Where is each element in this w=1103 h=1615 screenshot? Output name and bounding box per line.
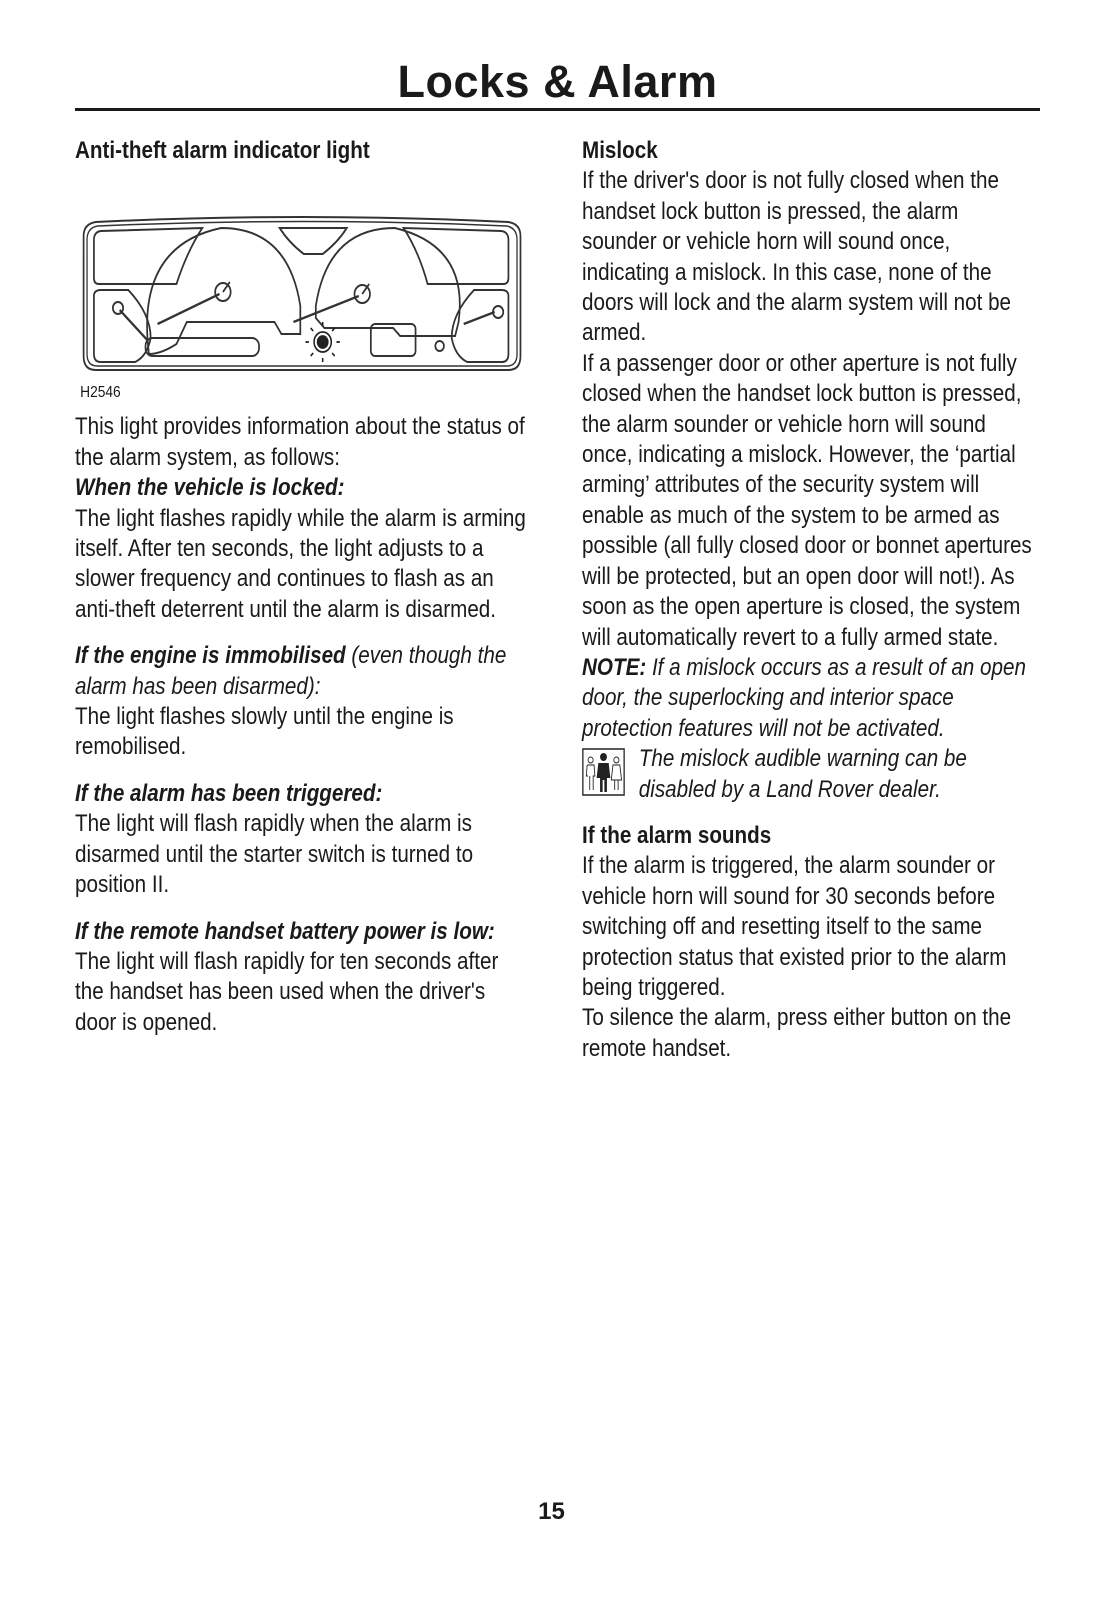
locked-body: The light flashes rapidly while the alarm is arming itself. After ten seconds, the light adjusts to a slower frequency and continues to flash as an anti-theft deterrent until the alarm is disarmed.	[75, 504, 526, 623]
dealer-note-text: The mislock audible warning can be disabled by a Land Rover dealer.	[638, 745, 967, 803]
immobilised-subhead-rest: (even though the alarm has been disarmed):	[75, 642, 507, 700]
figure-label: H2546	[80, 384, 121, 402]
mislock-para-1: If the driver's door is not fully closed when the handset lock button is pressed, the alarm sounder or vehicle horn will sound once, indicating a mislock. In this case, none of the doors will lock and the alarm system will not be armed.	[582, 167, 1012, 347]
immobilised-subhead: If the engine is immobilised	[75, 642, 346, 670]
warning-panel-left	[94, 228, 202, 284]
intro-text: This light provides information about the status of the alarm system, as follows:	[75, 413, 525, 471]
immobilised-body: The light flashes slowly until the engine is remobilised.	[75, 703, 454, 761]
alarm-sounds-para-2: To silence the alarm, press either button on the remote handset.	[582, 1004, 1012, 1062]
small-gauge-left	[94, 290, 151, 362]
alarm-sounds-para-1: If the alarm is triggered, the alarm sounder or vehicle horn will sound for 30 seconds before switching off and resetting itself to the same protection status that existed prior to the alarm being triggered.	[582, 852, 1007, 1001]
dealer-note	[582, 744, 1036, 805]
alarm-indicator-heading: Anti-theft alarm indicator light	[75, 137, 370, 164]
locked-subhead: When the vehicle is locked:	[75, 474, 345, 502]
triggered-subhead: If the alarm has been triggered:	[75, 779, 383, 807]
top-center-panel	[280, 228, 347, 254]
instrument-cluster-figure	[75, 206, 529, 412]
battery-body: The light will flash rapidly for ten seconds after the handset has been used when the driver's door is opened.	[75, 947, 499, 1036]
instrument-cluster-illustration	[75, 206, 529, 381]
small-lamp	[435, 341, 444, 351]
battery-subhead: If the remote handset battery power is low:	[75, 917, 495, 945]
immobilised-subhead-line	[75, 641, 529, 702]
title-rule	[75, 108, 1040, 111]
triggered-body: The light will flash rapidly when the alarm is disarmed until the starter switch is turned to position II.	[75, 810, 474, 899]
note-text: If a mislock occurs as a result of an open door, the superlocking and interior space protection features will not be activated.	[582, 653, 1026, 742]
mislock-para-2: If a passenger door or other aperture is not fully closed when the handset lock button is pressed, the alarm sounder or vehicle horn will sound once, indicating a mislock. However, the ‘partial arming’ attributes of the security system will enable as much of the system to be armed as possible (all fully closed door or bonnet apertures will be protected, but an open door will not!). As soon as the open aperture is closed, the system will automatically revert to a fully armed state.	[582, 349, 1032, 651]
land-rover-dealer-icon	[582, 748, 625, 796]
alarm-sounds-heading: If the alarm sounds	[582, 821, 772, 849]
tachometer-dial	[316, 228, 460, 336]
locked-section	[75, 473, 529, 625]
immobilised-section	[75, 641, 529, 763]
page-number: 15	[538, 1498, 565, 1525]
battery-section	[75, 917, 529, 1039]
triggered-section	[75, 779, 529, 901]
lower-left-display	[146, 338, 260, 356]
right-column	[582, 136, 1036, 1064]
alarm-indicator-light-icon	[305, 322, 339, 362]
note-label: NOTE:	[582, 653, 647, 681]
mislock-heading: Mislock	[582, 137, 658, 164]
page-title: Locks & Alarm	[397, 56, 718, 107]
left-column	[75, 136, 529, 1054]
mislock-note	[582, 653, 1036, 744]
